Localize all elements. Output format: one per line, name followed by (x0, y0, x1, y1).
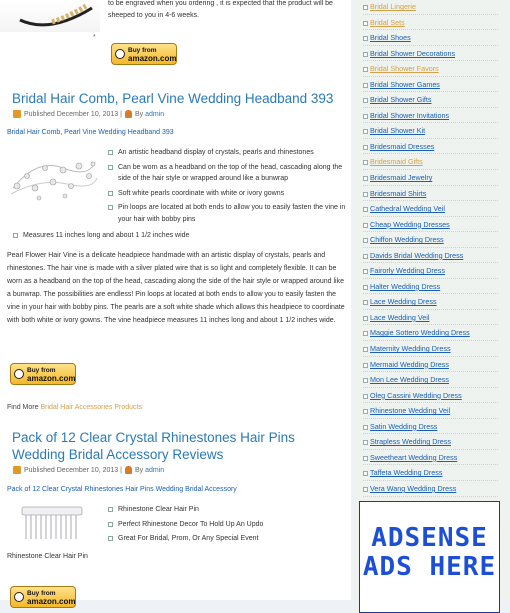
post-title[interactable]: Bridal Hair Comb, Pearl Vine Wedding Headband 393 (12, 91, 334, 106)
sidebar-item-label[interactable]: Vera Wang Wedding Dress (370, 483, 457, 493)
sidebar-item-label[interactable]: Bridesmaid Shirts (370, 188, 427, 198)
sidebar-item-label[interactable]: Bridal Lingerie (370, 2, 416, 11)
sidebar-category-link[interactable] (363, 263, 498, 279)
post-product-link[interactable]: Pack of 12 Clear Crystal Rhinestones Hair Pins Wedding Bridal Accessory (7, 486, 237, 493)
sidebar (353, 0, 510, 600)
post-meta (13, 466, 164, 474)
feature-list-continued (13, 230, 343, 245)
sidebar-category-link[interactable] (363, 481, 498, 497)
sidebar-category-link[interactable] (363, 294, 498, 310)
list-item: Soft white pearls coordinate with white or ivory gowns (108, 188, 350, 200)
list-item: An artistic headband display of crystals, pearls and rhinestones (108, 147, 350, 159)
buy-from-amazon-button[interactable] (111, 43, 177, 65)
sidebar-category-link[interactable] (363, 419, 498, 435)
sidebar-item-label[interactable]: Bridal Shower Invitations (370, 110, 450, 120)
sidebar-item-label[interactable]: Bridesmaid Jewelry (370, 173, 433, 183)
buy-from-amazon-button[interactable] (10, 586, 76, 608)
sidebar-item-label[interactable]: Bridal Shoes (370, 33, 411, 43)
sidebar-item-label[interactable]: Cathedral Wedding Veil (370, 204, 445, 214)
sidebar-category-link[interactable] (363, 154, 498, 170)
sidebar-item-label[interactable]: Oleg Cassini Wedding Dress (370, 390, 462, 400)
post-title[interactable]: Pack of 12 Clear Crystal Rhinestones Hair Pins Wedding Bridal Accessory Reviews (12, 430, 295, 462)
list-item: Rhinestone Clear Hair Pin (108, 504, 350, 516)
sidebar-category-link[interactable] (363, 201, 498, 217)
sidebar-category-link[interactable] (363, 139, 498, 155)
post-author[interactable]: admin (145, 466, 165, 474)
sidebar-item-label[interactable]: Bridal Shower Games (370, 79, 440, 89)
asterisk: * (93, 34, 96, 41)
sidebar-category-link[interactable] (363, 46, 498, 62)
list-item: Can be worn as a headband on the top of the head, cascading along the side of the hair style or wrapped around like a bunwrap (108, 162, 350, 185)
top-product-image[interactable] (0, 0, 100, 32)
find-more-link[interactable]: Bridal Hair Accessories Products (40, 404, 143, 411)
sidebar-category-link[interactable] (363, 279, 498, 295)
sidebar-item-label[interactable]: Rhinestone Wedding Veil (370, 406, 451, 416)
sidebar-item-label[interactable]: Bridal Sets (370, 17, 405, 27)
find-more-label: Find More (7, 404, 39, 411)
amazon-logo-icon (115, 49, 125, 59)
sidebar-category-link[interactable] (363, 108, 498, 124)
user-icon (125, 466, 132, 474)
amazon-button-line2: amazon.com (27, 374, 76, 383)
sidebar-item-label[interactable]: Bridesmaid Dresses (370, 141, 435, 151)
sidebar-category-link[interactable] (363, 450, 498, 466)
sidebar-category-link[interactable] (363, 217, 498, 233)
sidebar-category-link[interactable] (363, 123, 498, 139)
hair-pin-product-image[interactable] (20, 505, 84, 543)
list-item: Measures 11 inches long and about 1 1/2 inches wide (13, 230, 343, 242)
buy-from-amazon-button[interactable] (10, 363, 76, 385)
sidebar-category-link[interactable] (363, 310, 498, 326)
sidebar-category-link[interactable] (363, 403, 498, 419)
product-caption: Rhinestone Clear Hair Pin (7, 553, 88, 560)
sidebar-category-link[interactable] (363, 30, 498, 46)
sidebar-item-label[interactable]: Sweetheart Wedding Dress (370, 452, 458, 462)
category-list (353, 0, 510, 497)
amazon-button-line1: Buy from (128, 47, 157, 54)
list-item: Perfect Rhinestone Decor To Hold Up An Updo (108, 519, 350, 531)
sidebar-item-label[interactable]: Bridal Shower Kit (370, 126, 426, 136)
sidebar-item-label[interactable]: Lace Wedding Dress (370, 297, 437, 307)
amazon-button-line1: Buy from (27, 590, 56, 597)
calendar-icon (13, 466, 21, 474)
post-date: Published December 10, 2013 | (24, 110, 122, 118)
sidebar-item-label[interactable]: Bridal Shower Decorations (370, 48, 456, 58)
headband-product-image[interactable] (7, 148, 99, 210)
sidebar-category-link[interactable] (363, 388, 498, 404)
sidebar-category-link[interactable] (363, 357, 498, 373)
sidebar-category-link[interactable] (363, 341, 498, 357)
sidebar-category-link[interactable] (363, 465, 498, 481)
sidebar-category-link[interactable] (363, 325, 498, 341)
amazon-button-line1: Buy from (27, 367, 56, 374)
post-meta (13, 110, 164, 118)
sidebar-category-link[interactable] (363, 186, 498, 202)
sidebar-item-label[interactable]: Maggie Sottero Wedding Dress (370, 328, 470, 338)
sidebar-item-label[interactable]: Cheap Wedding Dresses (370, 219, 450, 229)
by-label: By (134, 466, 144, 474)
sidebar-item-label[interactable]: Halter Wedding Dress (370, 281, 441, 291)
sidebar-category-link[interactable] (363, 434, 498, 450)
sidebar-category-link[interactable] (363, 77, 498, 93)
feature-list (108, 504, 350, 548)
sidebar-item-label[interactable]: Satin Wedding Dress (370, 421, 438, 431)
sidebar-category-link[interactable] (363, 372, 498, 388)
sidebar-category-link[interactable] (363, 92, 498, 108)
sidebar-item-label[interactable]: Davids Bridal Wedding Dress (370, 250, 464, 260)
top-post-text-line1: to be engraved when you ordering , it is expected that the product will be (108, 0, 333, 7)
post-product-link[interactable]: Bridal Hair Comb, Pearl Vine Wedding Headband 393 (7, 129, 174, 136)
sidebar-item-label[interactable]: Mermaid Wedding Dress (370, 359, 449, 369)
sidebar-item-label[interactable]: Bridesmaid Gifts (370, 157, 423, 167)
sidebar-item-label[interactable]: Lace Wedding Veil (370, 312, 430, 322)
list-item: Pin loops are located at both ends to allow you to easily fasten the vine in your hair with bobby pins (108, 202, 350, 225)
sidebar-category-link[interactable] (363, 248, 498, 264)
top-post-text-line2: sheeped to you in 4-6 weeks. (108, 12, 200, 19)
sidebar-item-label[interactable]: Taffeta Wedding Dress (370, 468, 443, 478)
sidebar-item-label[interactable]: Maternity Wedding Dress (370, 344, 451, 354)
user-icon (125, 110, 132, 118)
feature-list (108, 147, 350, 228)
sidebar-category-link[interactable] (363, 232, 498, 248)
sidebar-item-label[interactable]: Mon Lee Wedding Dress (370, 375, 449, 385)
sidebar-category-link[interactable] (363, 61, 498, 77)
ad-text: ADSENSE ADS HERE (362, 523, 497, 582)
amazon-button-line2: amazon.com (128, 54, 177, 63)
sidebar-category-link[interactable] (363, 0, 498, 15)
post-author[interactable]: admin (145, 110, 165, 118)
find-more (7, 404, 142, 411)
sidebar-category-link[interactable] (363, 15, 498, 31)
sidebar-category-link[interactable] (363, 170, 498, 186)
by-label: By (134, 110, 144, 118)
amazon-logo-icon (14, 592, 24, 602)
sidebar-item-label[interactable]: Bridal Shower Gifts (370, 95, 432, 105)
list-item: Great For Bridal, Prom, Or Any Special Event (108, 533, 350, 545)
post-date: Published December 10, 2013 | (24, 466, 122, 474)
sidebar-item-label[interactable]: Fairorly Wedding Dress (370, 266, 445, 276)
sidebar-item-label[interactable]: Strapless Wedding Dress (370, 437, 451, 447)
amazon-button-line2: amazon.com (27, 597, 76, 606)
amazon-logo-icon (14, 369, 24, 379)
ad-banner[interactable] (359, 501, 500, 613)
product-description: Pearl Flower Hair Vine is a delicate headpiece handmade with an artistic display of crystals, pearls and rhinestones. The hair vine is made with a silver plated wire that is so light and completely flexible. It can be worn as a headband on the top of the head, cascading along the side of the hair style or wrapped around like a bunwrap. The possibilities are endless! Pin loops at located at both ends to allow you to easily fasten the vine in your hair with bobby pins. The pearls are a soft white shade which allows this headpiece to coordinate with both white or ivory gowns. The vine headpiece measures 11 inches long and about 1 1/2 inches wide. (7, 252, 345, 325)
sidebar-item-label[interactable]: Chiffon Wedding Dress (370, 235, 444, 245)
calendar-icon (13, 110, 21, 118)
sidebar-item-label[interactable]: Bridal Shower Favors (370, 64, 439, 74)
